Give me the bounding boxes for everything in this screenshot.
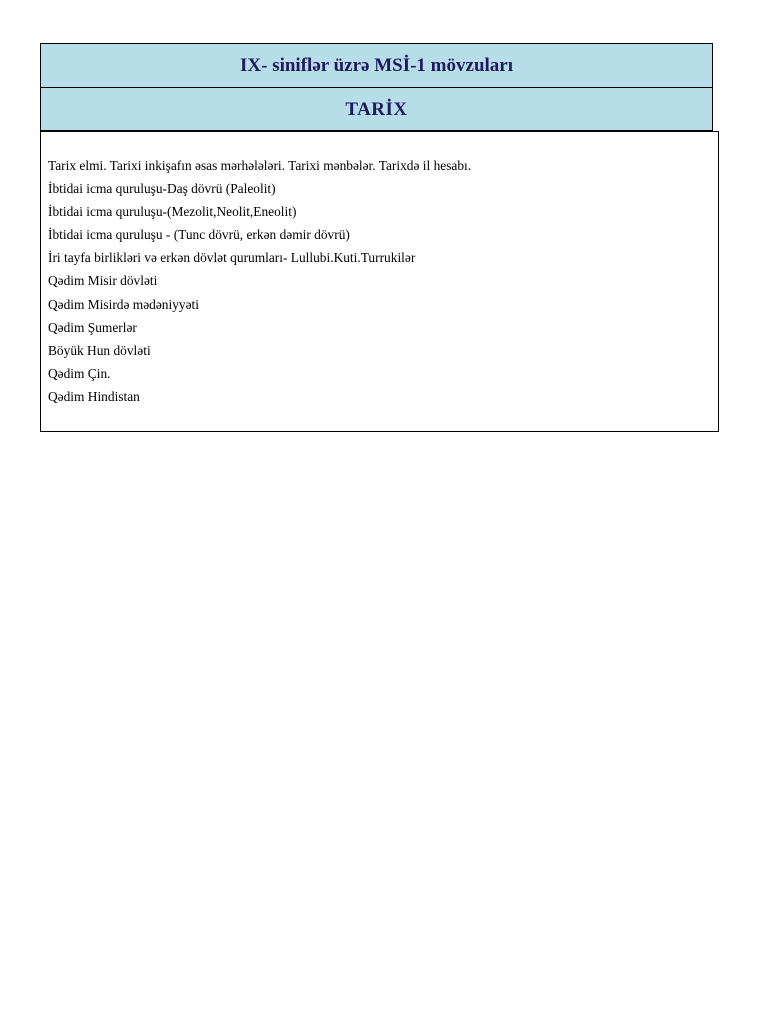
- subject-title: TARİX: [345, 99, 408, 120]
- topic-item: İbtidai icma quruluşu-Daş dövrü (Paleolit): [48, 181, 276, 197]
- topic-item: İri tayfa birlikləri və erkən dövlət qurumları- Lullubi.Kuti.Turrukilər: [48, 250, 416, 266]
- topic-item: Qədim Misir dövləti: [48, 273, 158, 289]
- topic-item: Böyük Hun dövləti: [48, 342, 151, 358]
- topic-item: Qədim Çin.: [48, 365, 111, 381]
- header-table: [40, 43, 713, 131]
- topic-item: Qədim Hindistan: [48, 388, 140, 404]
- topic-item: Qədim Şumerlər: [48, 319, 137, 335]
- topic-list: [41, 132, 718, 408]
- topic-item: İbtidai icma quruluşu - (Tunc dövrü, erkən dəmir dövrü): [48, 227, 350, 243]
- document-title: IX- siniflər üzrə MSİ-1 mövzuları: [41, 44, 712, 88]
- topics-box: [40, 131, 719, 432]
- topic-item: Tarix elmi. Tarixi inkişafın əsas mərhələləri. Tarixi mənbələr. Tarixdə il hesabı.: [48, 158, 472, 173]
- topic-item: İbtidai icma quruluşu-(Mezolit,Neolit,Eneolit): [48, 204, 297, 220]
- topic-item: Qədim Misirdə mədəniyyəti: [48, 296, 199, 312]
